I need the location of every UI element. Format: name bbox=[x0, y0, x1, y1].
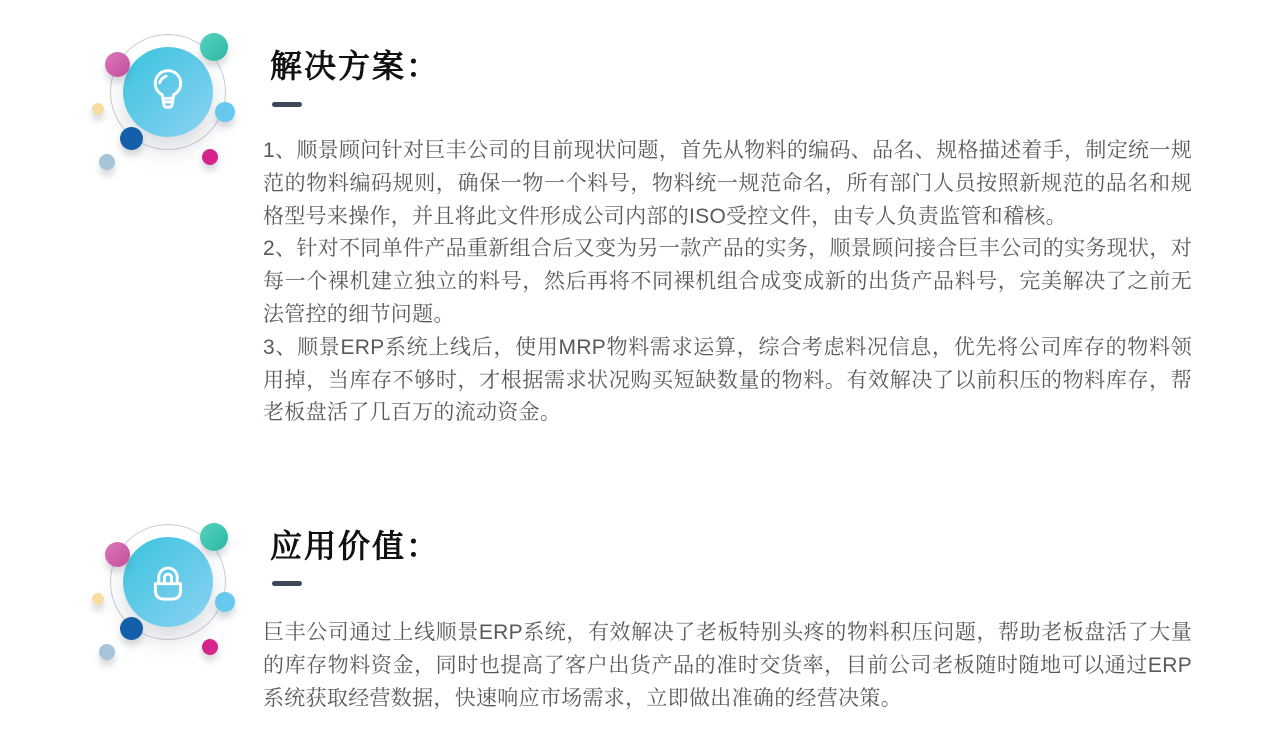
solution-section-title: 解决方案： bbox=[270, 48, 441, 84]
lightbulb-icon bbox=[141, 65, 195, 119]
accent-dot-steel-blue bbox=[99, 644, 115, 660]
accent-dot-steel-blue bbox=[99, 154, 115, 170]
value-icon-group bbox=[88, 502, 248, 662]
accent-dot-light-blue bbox=[215, 102, 235, 122]
accent-dot-teal bbox=[200, 523, 228, 551]
lightbulb-badge bbox=[123, 47, 213, 137]
value-section-title: 应用价值： bbox=[270, 528, 441, 564]
accent-dot-magenta bbox=[202, 149, 218, 165]
accent-dot-dark-blue bbox=[120, 127, 143, 150]
title-underline-dash bbox=[272, 581, 302, 586]
title-underline-dash bbox=[272, 102, 302, 107]
accent-dot-dark-blue bbox=[120, 617, 143, 640]
solution-icon-group bbox=[88, 12, 248, 172]
accent-dot-yellow bbox=[92, 593, 104, 605]
value-body-text bbox=[263, 617, 1192, 715]
solution-paragraph-2: 2、针对不同单件产品重新组合后又变为另一款产品的实务，顺景顾问接合巨丰公司的实务现状，对每一个裸机建立独立的料号，然后再将不同裸机组合成变成新的出货产品料号，完美解决了之前无法管控的细节问题。 bbox=[263, 237, 1192, 326]
solution-paragraph-1: 1、顺景顾问针对巨丰公司的目前现状问题，首先从物料的编码、品名、规格描述着手，制定统一规范的物料编码规则，确保一物一个料号，物料统一规范命名，所有部门人员按照新规范的品名和规格型号来操作，并且将此文件形成公司内部的ISO受控文件，由专人负责监管和稽核。 bbox=[263, 139, 1192, 228]
value-paragraph-1: 巨丰公司通过上线顺景ERP系统，有效解决了老板特别头疼的物料积压问题，帮助老板盘活了大量的库存物料资金，同时也提高了客户出货产品的准时交货率，目前公司老板随时随地可以通过ERP系统获取经营数据，快速响应市场需求，立即做出准确的经营决策。 bbox=[263, 621, 1192, 710]
accent-dot-teal bbox=[200, 33, 228, 61]
accent-dot-light-blue bbox=[215, 592, 235, 612]
accent-dot-pink bbox=[105, 542, 130, 567]
solution-body-text bbox=[263, 135, 1192, 430]
accent-dot-magenta bbox=[202, 639, 218, 655]
lock-badge bbox=[123, 537, 213, 627]
accent-dot-yellow bbox=[92, 103, 104, 115]
accent-dot-pink bbox=[105, 52, 130, 77]
lock-icon bbox=[141, 555, 195, 609]
solution-paragraph-3: 3、顺景ERP系统上线后，使用MRP物料需求运算，综合考虑料况信息，优先将公司库存的物料领用掉，当库存不够时，才根据需求状况购买短缺数量的物料。有效解决了以前积压的物料库存，帮老板盘活了几百万的流动资金。 bbox=[263, 335, 1192, 425]
